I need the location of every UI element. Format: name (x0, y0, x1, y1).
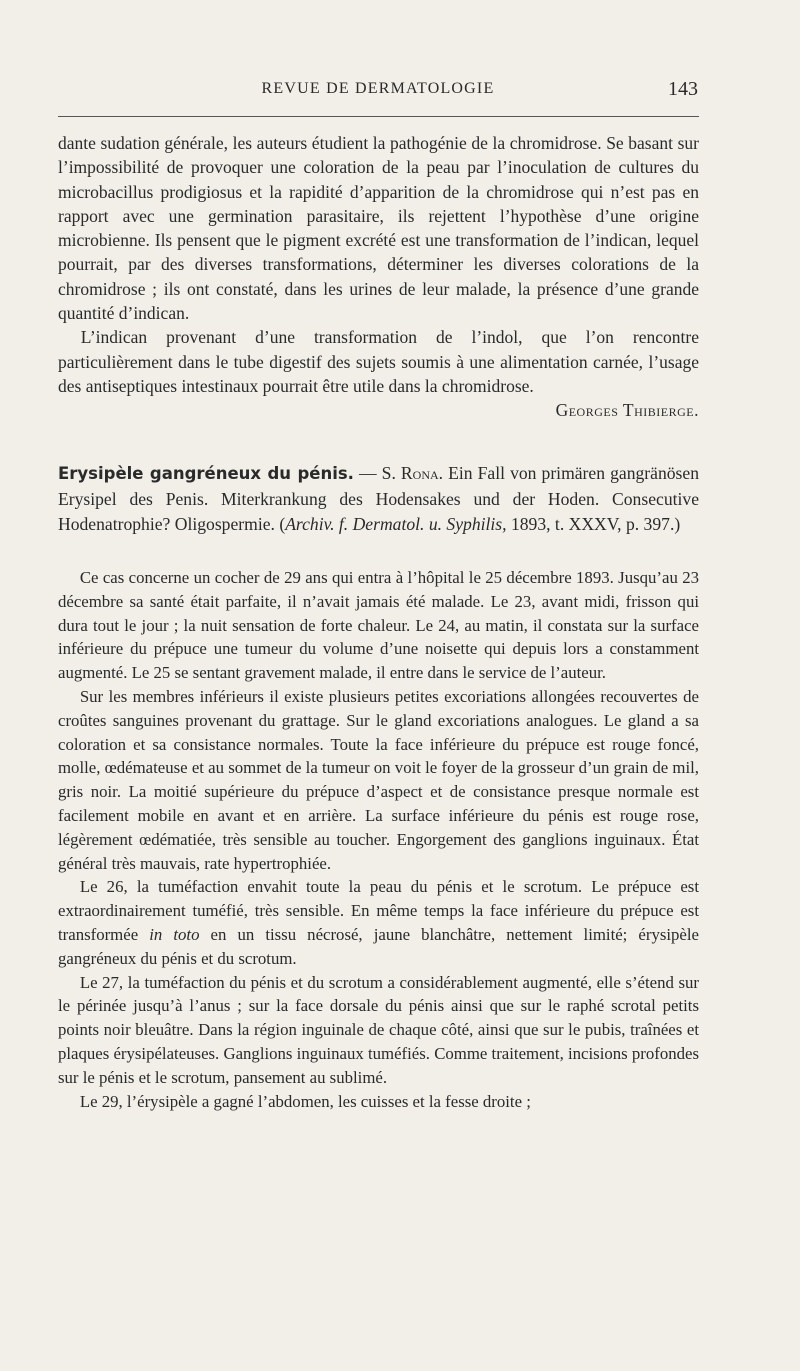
article-body (58, 566, 699, 1113)
article-author: S. Rona. (381, 463, 444, 483)
header-rule (58, 116, 699, 117)
paragraph-text: L’indican provenant d’une transformation de l’indol, que l’on rencontre particulièrement dans le tube digestif des sujets soumis à une alimentation carnée, l’usage des antiseptiques intestinaux pourrait être utile dans la chromidrose. (58, 327, 699, 396)
page-number: 143 (668, 78, 698, 100)
article-heading (58, 461, 699, 538)
paragraph (58, 325, 699, 421)
title-dash: — (353, 463, 382, 483)
running-head (58, 80, 698, 110)
paragraph: Sur les membres inférieurs il existe plusieurs petites excoriations allongées recouvertes de croûtes sanguines provenant du grattage. Sur le gland excoriations analogues. Le gland a sa coloration et sa consistance normales. Toute la face inférieure du prépuce est rouge foncé, molle, œdémateuse et au sommet de la tumeur on voit le foyer de la grosseur d’un grain de mil, gris noir. La moitié supérieure du prépuce d’aspect et de consistance presque normale est facilement mobile en avant et en arrière. La surface inférieure du pénis est rouge rose, légèrement œdématiée, très sensible au toucher. Engorgement des ganglions inguinaux. État général très mauvais, rate hypertrophiée. (58, 686, 699, 873)
paragraph: dante sudation générale, les auteurs étudient la pathogénie de la chromidrose. Se basant sur l’impossibilité de provoquer une coloration de la peau par l’inoculation de cultures du microbacillus prodigiosus et la rapidité d’apparition de la chromidrose qui n’est pas en rapport avec une germination parasitaire, ils rejettent l’hypothèse d’une origine microbienne. Ils pensent que le pigment excrété est une transformation de l’indican, lequel pourrait, par des diverses transformations, déterminer les diverses colorations de la chromidrose ; ils ont constaté, dans les urines de leur malade, la présence d’une grande quantité d’indican. (58, 133, 699, 324)
signature: Georges Thibierge. (555, 400, 699, 421)
article-title: Erysipèle gangréneux du pénis. (58, 464, 354, 483)
running-title: REVUE DE DERMATOLOGIE (261, 80, 495, 97)
journal-name: Archiv. f. Dermatol. u. Syphilis, (285, 514, 507, 534)
italic-phrase: in toto (149, 924, 200, 944)
paragraph-text: en un tissu nécrosé, jaune blanchâtre, nettement limité; érysipèle gangréneux du pénis et du scrotum. (58, 924, 699, 968)
paragraph: Le 27, la tuméfaction du pénis et du scrotum a considérablement augmenté, elle s’étend sur le périnée jusqu’à l’anus ; sur la face dorsale du pénis ainsi que sur le raphé scrotal petits points noir bleuâtre. Dans la région inguinale de chaque côté, ainsi que sur le pubis, traînées et plaques érysipélateuses. Ganglions inguinaux tuméfiés. Comme traitement, incisions profondes sur le pénis et le scrotum, pansement au sublimé. (58, 972, 699, 1087)
paragraph-text: Le 26, la tuméfaction envahit toute la peau du pénis et le scrotum. Le prépuce est extraordinairement tuméfié, très sensible. En même temps la face inférieure du prépuce est transformée (58, 877, 699, 944)
paragraph (58, 875, 699, 970)
article-reference (58, 461, 699, 538)
reference-end: 1893, t. XXXV, p. 397.) (506, 514, 681, 534)
reference-text: Ein Fall von primären gangränösen Erysipel des Penis. Miterkrankung des Hodensakes und der Hoden. Consecutive Hodenatrophie? Oligospermie. ( (58, 463, 700, 534)
chromidrose-section (58, 131, 699, 423)
paragraph: Ce cas concerne un cocher de 29 ans qui entra à l’hôpital le 25 décembre 1893. Jusqu’au 23 décembre sa santé était parfaite, il n’avait jamais été malade. Le 23, avant midi, frisson qui dura tout le jour ; la nuit sensation de forte chaleur. Le 24, au matin, il constata sur la surface inférieure du prépuce une tumeur du volume d’une noisette qui depuis lors a constamment augmenté. Le 25 se sentant gravement malade, il entre dans le service de l’auteur. (58, 568, 699, 683)
paragraph: Le 29, l’érysipèle a gagné l’abdomen, les cuisses et la fesse droite ; (79, 1091, 531, 1111)
